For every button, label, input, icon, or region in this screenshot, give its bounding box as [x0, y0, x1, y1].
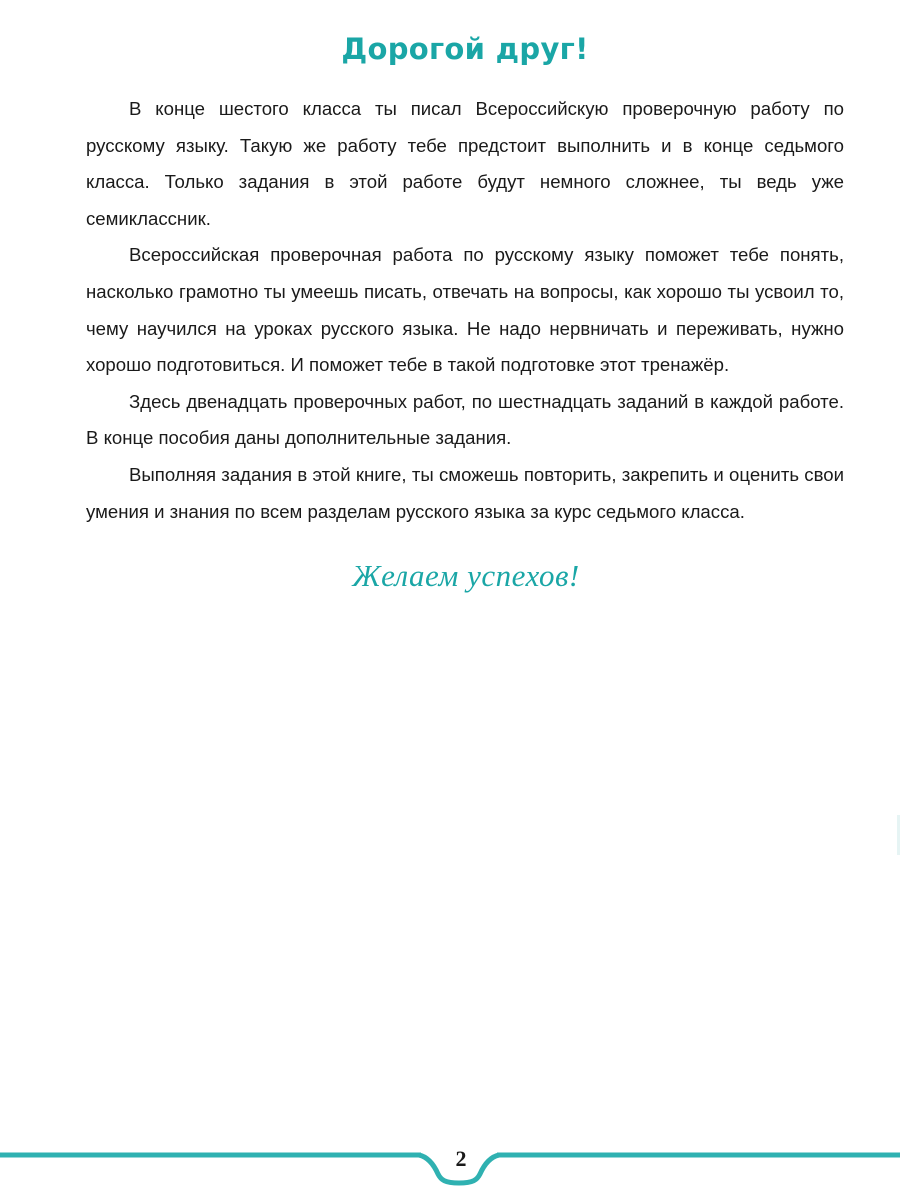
paragraph-3: Здесь двенадцать проверочных работ, по шестнадцать заданий в каждой работе. В конце пособия даны дополнительные задания. [86, 390, 844, 449]
paragraph-1: В конце шестого класса ты писал Всероссийскую проверочную работу по русскому языку. Такую же работу тебе предстоит выполнить и в конце седьмого класса. Только задания в этой работе будут немного сложнее, ты ведь уже семиклассник. [86, 98, 844, 229]
paragraph-2: Всероссийская проверочная работа по русскому языку поможет тебе понять, насколько грамотно ты умеешь писать, отвечать на вопросы, как хорошо ты усвоил то, чему научился на уроках русского языка. Не надо нервничать и переживать, нужно хорошо подготовиться. И поможет тебе в такой подготовке этот тренажёр. [86, 244, 844, 376]
paragraph-4: Выполняя задания в этой книге, ты сможешь повторить, закрепить и оценить свои умения и знания по всем разделам русского языка за курс седьмого класса. [86, 463, 844, 522]
page-title: Дорогой друг! [341, 32, 589, 66]
page-number: 2 [455, 1146, 467, 1171]
closing-wish: Желаем успехов! [352, 558, 580, 593]
intro-text [86, 91, 844, 530]
